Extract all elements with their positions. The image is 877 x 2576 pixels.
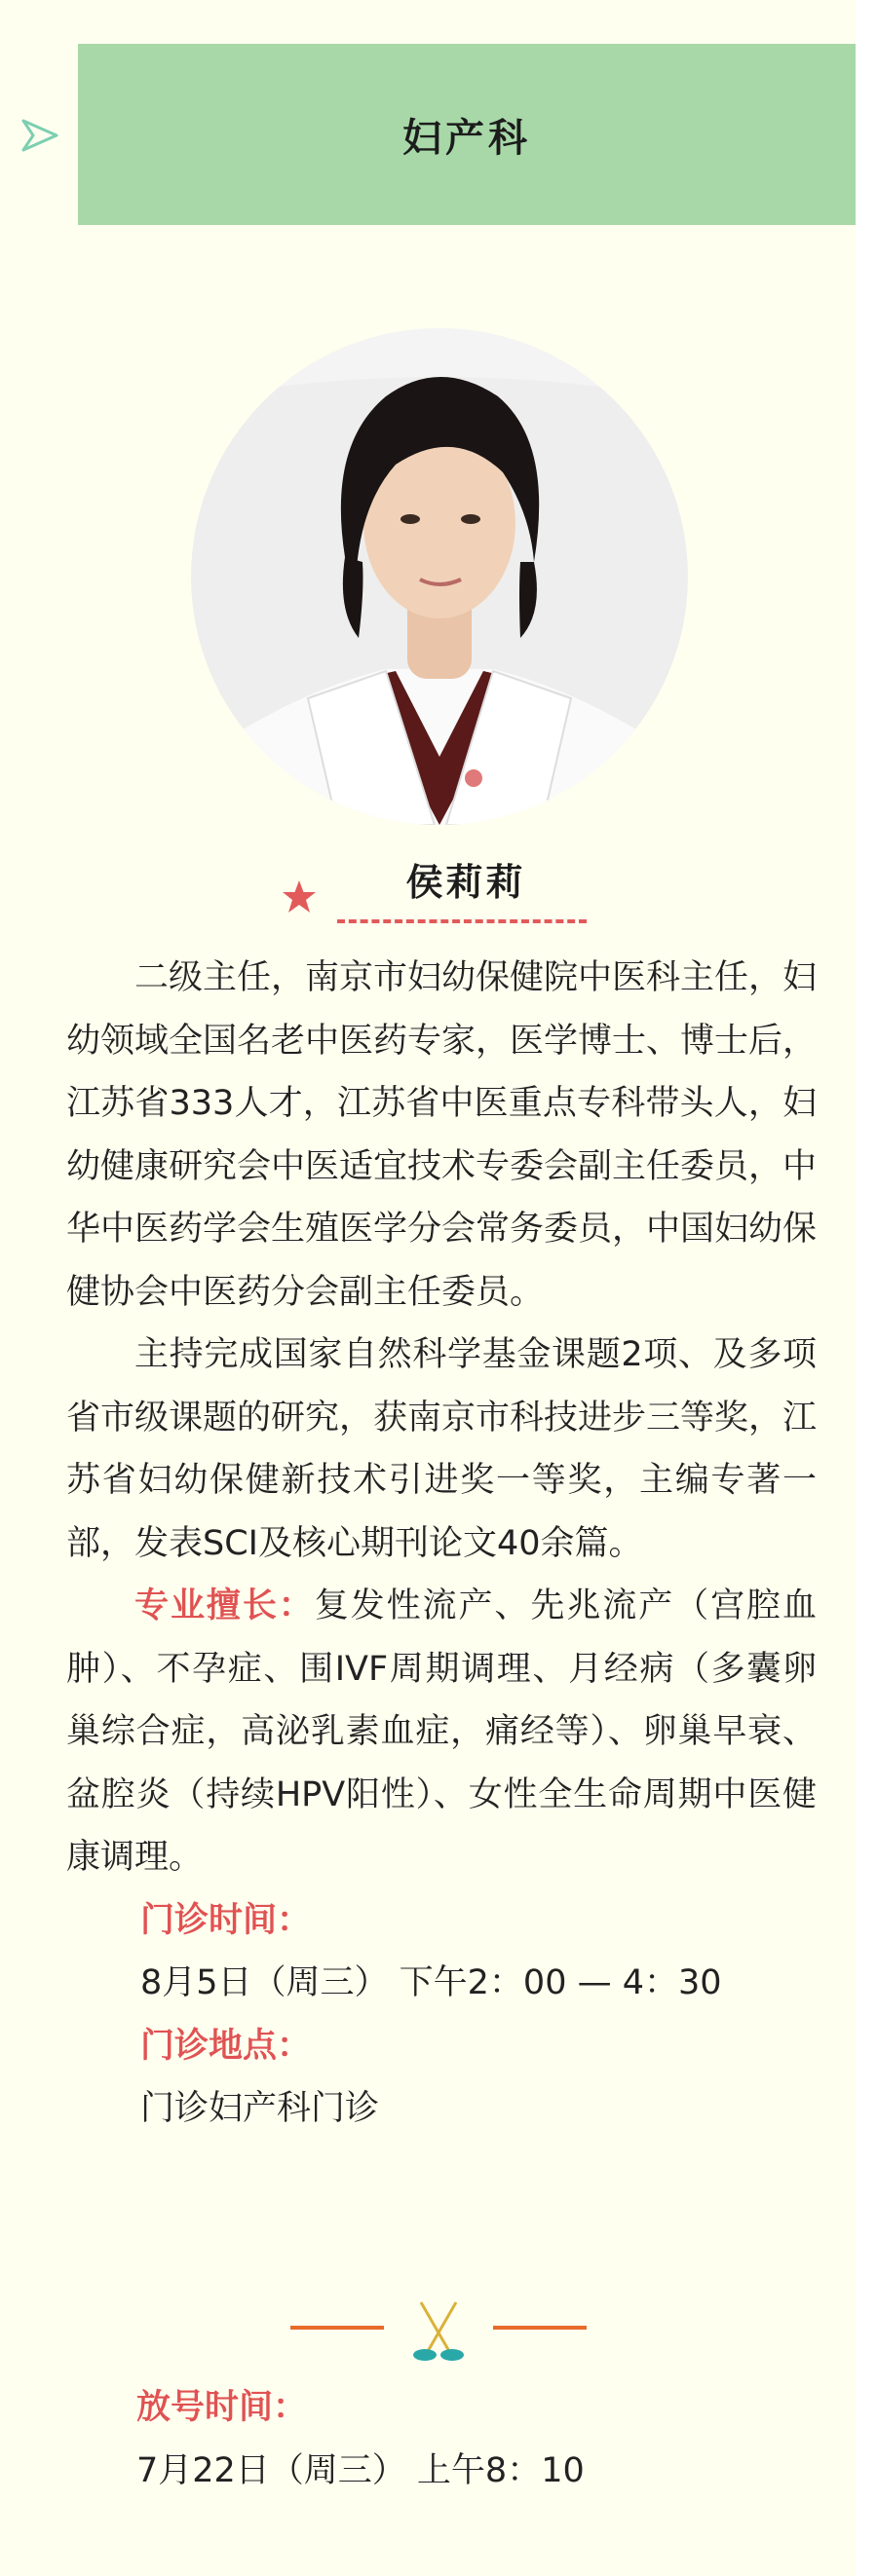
specialty-text: 复发性流产、先兆流产（宫腔血肿）、不孕症、围IVF周期调理、月经病（多囊卵巢综合症，高泌乳素血症，痛经等）、卵巢早衰、盆腔炎（持续HPV阳性）、女性全生命周期中医健康调理。 (66, 1587, 817, 1877)
page-title: 妇产科 (402, 115, 531, 161)
specialty-paragraph (66, 1575, 817, 1889)
divider-line-right (493, 2326, 587, 2330)
section-divider (0, 2298, 877, 2367)
right-edge-strip (856, 0, 877, 2576)
clinic-time-label: 门诊时间： (140, 1900, 312, 1940)
divider-line-left (290, 2326, 384, 2330)
clinic-time-value: 8月5日（周三） 下午2：00 — 4：30 (140, 1963, 722, 2002)
clinic-location-value: 门诊妇产科门诊 (140, 2089, 380, 2128)
bio-paragraph: 主持完成国家自然科学基金课题2项、及多项省市级课题的研究，获南京市科技进步三等奖，江苏省妇幼保健新技术引进奖一等奖，主编专著一部，发表SCI及核心期刊论文40余篇。 (66, 1335, 818, 1563)
bio-paragraph: 二级主任，南京市妇幼保健院中医科主任，妇幼领域全国名老中医药专家，医学博士、博士后，江苏省333人才，江苏省中医重点专科带头人，妇幼健康研究会中医适宜技术专委会副主任委员，中华中医药学会生殖医学分会常务委员，中国妇幼保健协会中医药分会副主任委员。 (66, 958, 818, 1312)
golf-clubs-icon (407, 2298, 470, 2365)
doctor-bio (66, 947, 817, 2141)
clinic-location-label: 门诊地点： (140, 2026, 312, 2066)
header-band (78, 44, 856, 225)
specialty-label: 专业擅长： (134, 1587, 315, 1625)
name-underline (337, 919, 587, 923)
arrow-right-icon (19, 115, 60, 156)
release-time-value: 7月22日（周三） 上午8：10 (136, 2450, 585, 2490)
doctor-name: 侯莉莉 (405, 861, 526, 904)
doctor-photo (191, 328, 688, 825)
release-time-label: 放号时间： (136, 2388, 308, 2427)
release-time-block (136, 2376, 585, 2502)
